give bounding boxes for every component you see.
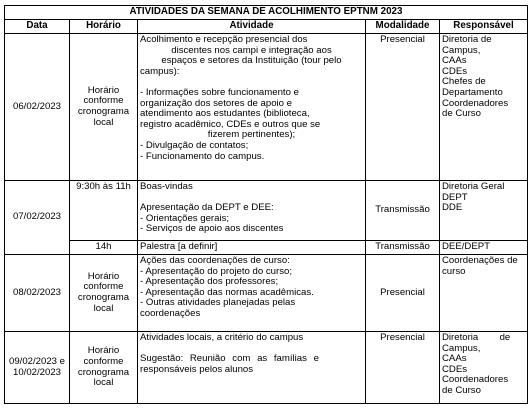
activity-cell: [138, 255, 366, 332]
header-time: Horário: [70, 20, 138, 34]
table-row: [5, 255, 528, 332]
activity-line: espaços e setores da Instituição (tour pelo: [161, 55, 342, 67]
table-header-row: [5, 20, 528, 34]
date-cell: 07/02/2023: [5, 181, 70, 255]
activity-line: - Funcionamento do campus.: [140, 150, 265, 162]
time-line: Horário: [87, 84, 120, 96]
activity-line: - Apresentação dos professores;: [140, 276, 279, 288]
date-line: 10/02/2023: [12, 366, 61, 378]
activity-line: - Outras atividades planejadas pelas: [140, 297, 296, 309]
header-activity: Atividade: [138, 20, 366, 34]
header-responsible: Responsável: [440, 20, 528, 34]
activity-cell: Palestra [a definir]: [138, 241, 366, 255]
time-line: local: [93, 377, 114, 389]
activity-line: Ações das coordenações de curso:: [140, 255, 290, 266]
activity-line: - Apresentação do projeto do curso;: [140, 265, 292, 277]
time-cell: [70, 255, 138, 332]
modality-cell: Presencial: [366, 255, 440, 332]
time-cell: [70, 332, 138, 404]
time-line: cronograma: [77, 292, 130, 303]
activity-cell: [138, 34, 366, 181]
time-line: local: [93, 116, 114, 128]
header-date: Data: [5, 20, 70, 34]
activity-line: - Apresentação das normas acadêmicas.: [140, 286, 314, 298]
responsible-line: CDEs: [442, 363, 468, 375]
date-line: 09/02/2023 e: [8, 355, 66, 367]
modality-cell: Presencial: [366, 34, 440, 181]
time-cell: [70, 34, 138, 181]
modality-cell: Transmissão: [366, 181, 440, 241]
responsible-line: DDE: [442, 202, 463, 214]
responsible-cell: DEE/DEPT: [440, 241, 528, 255]
activity-line: - Informações sobre funcionamento e: [140, 86, 299, 98]
activity-line: Sugestão: Reunião com as famílias e: [140, 353, 319, 365]
table-row: [5, 332, 528, 404]
responsible-line: Diretoria de: [442, 332, 511, 343]
time-line: cronograma: [77, 366, 130, 378]
activity-line: Atividades locais, a critério do campus: [140, 332, 304, 343]
activity-line: - Serviços de apoio aos discentes: [140, 223, 284, 235]
responsible-line: Coordenações de: [442, 255, 518, 266]
responsible-line: de Curso: [442, 108, 481, 120]
time-line: cronograma: [77, 106, 130, 117]
table-row: [5, 181, 528, 241]
time-line: conforme: [83, 95, 124, 107]
schedule-table: [4, 5, 528, 404]
responsible-line: curso: [442, 265, 466, 277]
activity-line: - Orientações gerais;: [140, 212, 230, 224]
date-cell: [5, 332, 70, 404]
responsible-line: Campus,: [442, 44, 481, 56]
responsible-line: DEPT: [442, 191, 468, 203]
activity-line: coordenações: [140, 307, 201, 319]
time-line: local: [93, 302, 114, 314]
responsible-line: Departamento: [442, 86, 503, 98]
responsible-line: Chefes de: [442, 76, 486, 88]
responsible-line: CAAs: [442, 55, 467, 67]
responsible-line: Campus,: [442, 342, 481, 354]
activity-line: responsáveis pelos alunos: [140, 363, 254, 375]
activity-line: Acolhimento e recepção presencial dos: [140, 34, 308, 45]
activity-cell: [138, 181, 366, 241]
responsible-line: Diretoria Geral: [442, 181, 505, 192]
table-title: ATIVIDADES DA SEMANA DE ACOLHIMENTO EPTNM 2023: [5, 6, 528, 20]
responsible-line: de Curso: [442, 384, 481, 396]
activity-cell: [138, 332, 366, 404]
time-cell: 14h: [70, 241, 138, 255]
responsible-line: CDEs: [442, 65, 468, 77]
responsible-cell: [440, 34, 528, 181]
table-row: [5, 34, 528, 181]
responsible-cell: [440, 181, 528, 241]
date-cell: 08/02/2023: [5, 255, 70, 332]
activity-line: campus):: [140, 65, 180, 77]
table-row: [5, 241, 528, 255]
activity-line: registro acadêmico, CDEs e outros que se: [140, 118, 321, 130]
date-cell: 06/02/2023: [5, 34, 70, 181]
responsible-cell: [440, 332, 528, 404]
responsible-line: Coordenadores: [442, 374, 509, 386]
responsible-line: CAAs: [442, 353, 467, 365]
time-line: Horário: [87, 345, 120, 357]
time-line: Horário: [87, 270, 120, 282]
activity-line: Apresentação da DEPT e DEE:: [140, 202, 274, 214]
time-cell: 9:30h às 11h: [70, 181, 138, 241]
activity-line: organização dos setores de apoio e: [140, 97, 293, 109]
modality-cell: Transmissão: [366, 241, 440, 255]
table-title-row: [5, 6, 528, 20]
time-line: conforme: [83, 281, 124, 293]
modality-cell: Presencial: [366, 332, 440, 404]
activity-line: fizerem pertinentes);: [207, 129, 296, 141]
responsible-line: Coordenadores: [442, 97, 509, 109]
responsible-line: Diretoria de: [442, 34, 492, 45]
activity-line: discentes nos campi e integração aos: [171, 44, 332, 56]
activity-line: - Divulgação de contatos;: [140, 139, 249, 151]
time-line: conforme: [83, 355, 124, 367]
activity-line: atendimento aos estudantes (biblioteca,: [140, 108, 310, 120]
responsible-cell: [440, 255, 528, 332]
header-modality: Modalidade: [366, 20, 440, 34]
activity-line: Boas-vindas: [140, 181, 193, 192]
